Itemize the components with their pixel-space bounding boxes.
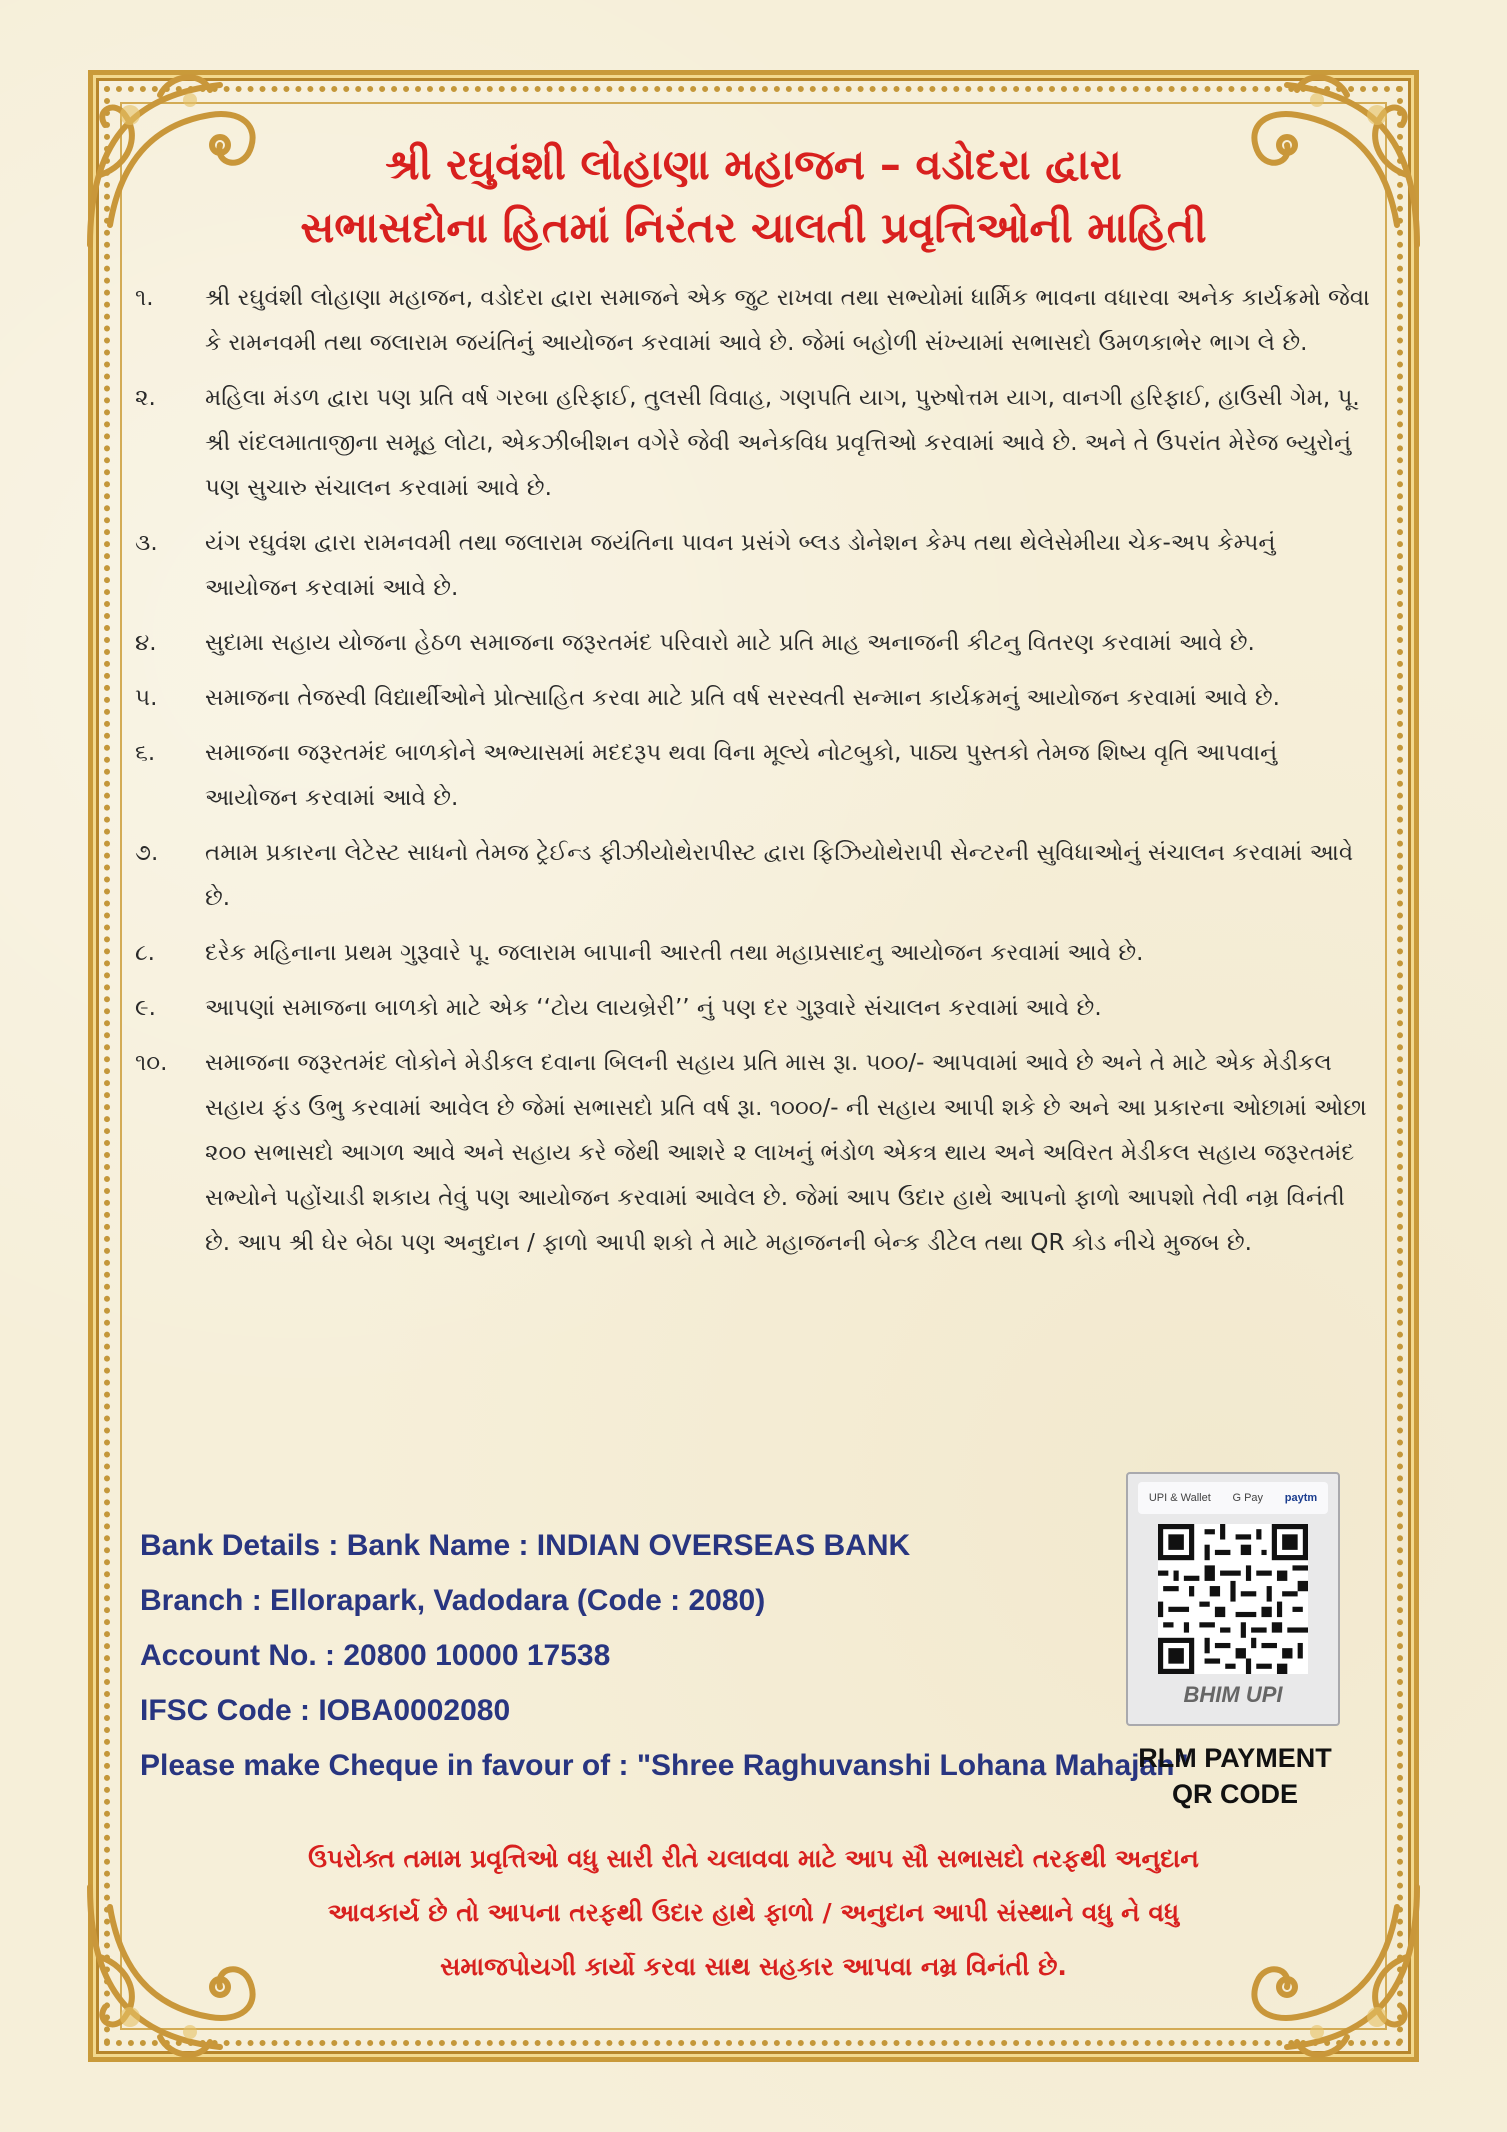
item-text: સુદામા સહાય યોજના હેઠળ સમાજના જરૂરતમંદ પરિવારો માટે પ્રતિ માહ અનાજની કીટનુ વિતરણ કરવામાં આવે છે. — [205, 630, 1255, 656]
list-item — [135, 986, 1375, 1031]
list-item — [135, 676, 1375, 721]
item-text: સમાજના જરૂરતમંદ બાળકોને અભ્યાસમાં મદદરૂપ થવા વિના મૂલ્યે નોટબુકો, પાઠ્ય પુસ્તકો તેમજ શિષ્ય વૃતિ આપવાનું આયોજન કરવામાં આવે છે. — [205, 740, 1278, 811]
item-number: ૯. — [135, 995, 156, 1021]
qr-code-icon[interactable] — [1158, 1524, 1308, 1674]
item-text: આપણાં સમાજના બાળકો માટે એક ‘‘ટોય લાયબ્રેરી’’ નું પણ દર ગુરૂવારે સંચાલન કરવામાં આવે છે. — [205, 995, 1102, 1021]
list-item — [135, 1041, 1375, 1266]
list-item — [135, 731, 1375, 821]
cheque-line: Please make Cheque in favour of : "Shree Raghuvanshi Lohana Mahajan" — [140, 1749, 1189, 1782]
item-text: દરેક મહિનાના પ્રથમ ગુરૂવારે પૂ. જલારામ બાપાની આરતી તથા મહાપ્રસાદનુ આયોજન કરવામાં આવે છે. — [205, 940, 1144, 966]
upi-wallet-label: UPI & Wallet — [1148, 1492, 1211, 1504]
qr-caption-line2: QR CODE — [1171, 1779, 1298, 1809]
qr-payment-card — [1126, 1472, 1340, 1726]
page-title: શ્રી રઘુવંશી લોહાણા મહાજન – વડોદરા દ્વારા — [385, 140, 1122, 189]
bank-name-line: Bank Details : Bank Name : INDIAN OVERSEAS BANK — [140, 1529, 911, 1562]
qr-caption-line1: RLM PAYMENT — [1138, 1743, 1332, 1773]
payment-apps-strip — [1138, 1482, 1328, 1514]
item-text: સમાજના જરૂરતમંદ લોકોને મેડીકલ દવાના બિલની સહાય પ્રતિ માસ રૂા. ૫૦૦/- આપવામાં આવે છે અને તે માટે એક મેડીકલ સહાય ફંડ ઉભુ કરવામાં આવેલ છે જેમાં સભાસદો પ્રતિ વર્ષ રૂા. ૧૦૦૦/- ની સહાય આપી શકે છે અને આ પ્રકારના ઓછામાં ઓછા ૨૦૦ સભાસદો આગળ આવે અને સહાય કરે જેથી આશરે ૨ લાખનું ભંડોળ એકત્ર થાય અને અવિરત મેડીકલ સહાય જરૂરતમંદ સભ્યોને પહોંચાડી શકાય તેવું પણ આયોજન કરવામાં આવેલ છે. જેમાં આપ ઉદાર હાથે આપનો ફાળો આપશો તેવી નમ્ર વિનંતી છે. આપ શ્રી ઘેર બેઠા પણ અનુદાન / ફાળો આપી શકો તે માટે મહાજનની બેન્ક ડીટેલ તથા QR કોડ નીચે મુજબ છે. — [205, 1050, 1367, 1256]
list-item — [135, 521, 1375, 611]
gpay-label: G Pay — [1232, 1492, 1264, 1504]
item-number: ૩. — [135, 530, 158, 556]
item-text: સમાજના તેજસ્વી વિદ્યાર્થીઓને પ્રોત્સાહિત કરવા માટે પ્રતિ વર્ષ સરસ્વતી સન્માન કાર્યક્રમનું આયોજન કરવામાં આવે છે. — [205, 685, 1280, 711]
item-number: ૨. — [135, 385, 156, 411]
qr-caption — [1110, 1740, 1360, 1812]
account-number-line: Account No. : 20800 10000 17538 — [140, 1639, 611, 1672]
item-text: યંગ રઘુવંશ દ્વારા રામનવમી તથા જલારામ જયંતિના પાવન પ્રસંગે બ્લડ ડોનેશન કેમ્પ તથા થેલેસેમીયા ચેક-અપ કેમ્પનું આયોજન કરવામાં આવે છે. — [205, 530, 1276, 601]
branch-line: Branch : Ellorapark, Vadodara (Code : 2080) — [140, 1584, 766, 1617]
item-text: મહિલા મંડળ દ્વારા પણ પ્રતિ વર્ષ ગરબા હરિફાઈ, તુલસી વિવાહ, ગણપતિ યાગ, પુરુષોત્તમ યાગ, વાનગી હરિફાઈ, હાઉસી ગેમ, પૂ. શ્રી રાંદલમાતાજીના સમૂહ લોટા, એકઝીબીશન વગેરે જેવી અનેકવિધ પ્રવૃત્તિઓ કરવામાં આવે છે. અને તે ઉપરાંત મેરેજ બ્યુરોનું પણ સુચારુ સંચાલન કરવામાં આવે છે. — [205, 385, 1360, 501]
page-subtitle: સભાસદોના હિતમાં નિરંતર ચાલતી પ્રવૃત્તિઓની માહિતી — [300, 203, 1207, 252]
footer-line1: ઉપરોક્ત તમામ પ્રવૃત્તિઓ વધુ સારી રીતે ચલાવવા માટે આપ સૌ સભાસદો તરફથી અનુદાન — [308, 1844, 1199, 1873]
ifsc-line: IFSC Code : IOBA0002080 — [140, 1694, 511, 1727]
item-number: ૧. — [135, 285, 154, 311]
item-number: ૫. — [135, 685, 158, 711]
bank-details — [140, 1518, 1189, 1793]
list-item — [135, 931, 1375, 976]
footer-line2: આવકાર્ય છે તો આપના તરફથી ઉદાર હાથે ફાળો / અનુદાન આપી સંસ્થાને વધુ ને વધુ — [327, 1898, 1180, 1927]
footer-line3: સમાજપોયગી કાર્યો કરવા સાથ સહકાર આપવા નમ્ર વિનંતી છે. — [440, 1952, 1067, 1981]
list-item — [135, 376, 1375, 511]
item-number: ૧૦. — [135, 1050, 168, 1076]
item-number: ૮. — [135, 940, 155, 966]
item-number: ૭. — [135, 840, 159, 866]
item-text: તમામ પ્રકારના લેટેસ્ટ સાધનો તેમજ ટ્રેઈન્ડ ફીઝીયોથેરાપીસ્ટ દ્વારા ફિઝિયોથેરાપી સેન્ટરની સુવિધાઓનું સંચાલન કરવામાં આવે છે. — [205, 840, 1354, 911]
list-item — [135, 621, 1375, 666]
item-text: શ્રી રઘુવંશી લોહાણા મહાજન, વડોદરા દ્વારા સમાજને એક જુટ રાખવા તથા સભ્યોમાં ધાર્મિક ભાવના વધારવા અનેક કાર્યક્રમો જેવા કે રામનવમી તથા જલારામ જયંતિનું આયોજન કરવામાં આવે છે. જેમાં બહોળી સંખ્યામાં સભાસદો ઉમળકાભેર ભાગ લે છે. — [205, 285, 1370, 356]
bhim-upi-logo: BHIM UPI — [1183, 1682, 1283, 1707]
activities-list — [135, 276, 1375, 1276]
item-number: ૪. — [135, 630, 157, 656]
footer-appeal — [150, 1832, 1357, 1994]
item-number: ૬. — [135, 740, 156, 766]
paytm-label: paytm — [1284, 1492, 1318, 1504]
list-item — [135, 831, 1375, 921]
list-item — [135, 276, 1375, 366]
